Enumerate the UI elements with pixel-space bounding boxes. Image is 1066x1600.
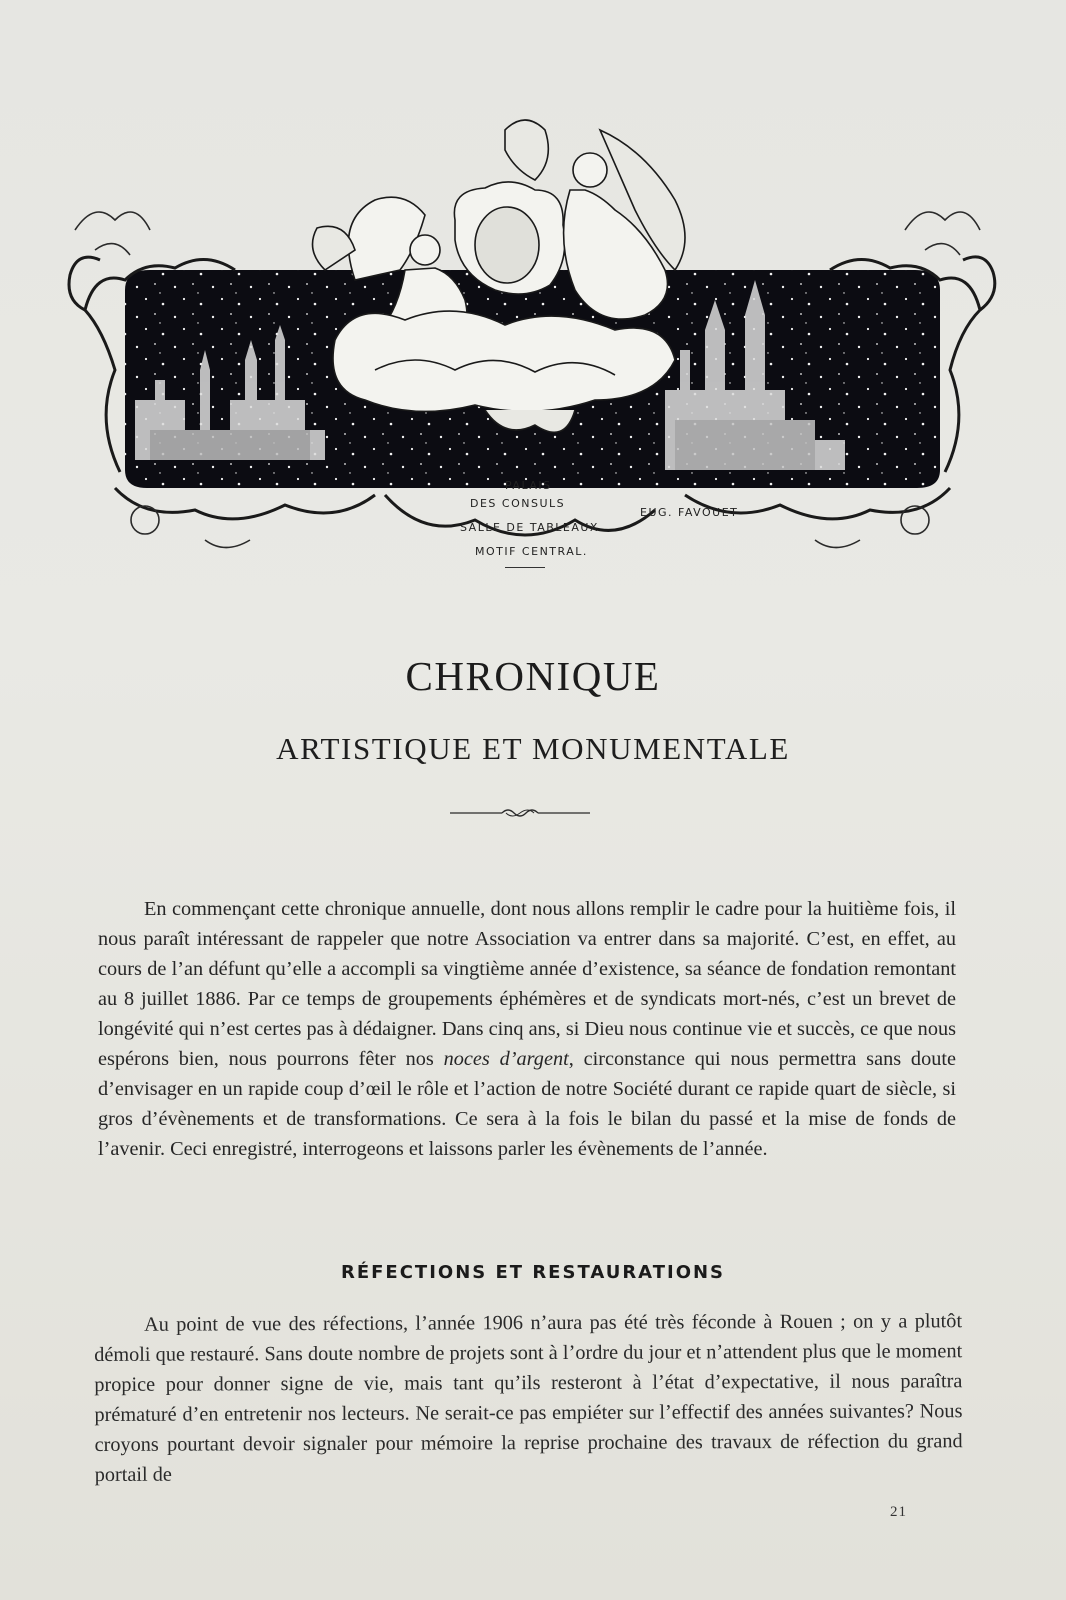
- intro-text-start: En commençant cette chronique annuelle, dont nous allons remplir le cadre pour la huitième fois, il nous paraît intéressant de rappeler que notre Association va entrer dans sa majorité. C’est, en effet, au cours de l’an défunt qu’elle a accompli sa vingtième année d’existence, sa séance de fondation remontant au 8 juillet 1886. Par ce temps de groupements éphémères et de syndicats mort-nés, c’est un brevet de longévité qui n’est certes pas à dédaigner. Dans cinq ans, si Dieu nous continue vie et succès, ce que nous espérons bien, nous pourrons fêter nos: [98, 898, 956, 1070]
- artist-signature: EUG. FAVOUET: [640, 506, 739, 519]
- intro-text-end: , circonstance qui nous permettra sans doute d’envisager en un rapide coup d’œil le rôle et l’action de notre Société durant ce rapide quart de siècle, si gros d’évènements et de transformations. Ce sera à la fois le bilan du passé et la mise de fonds de l’avenir. Ceci enregistré, interrogeons et laissons parler les évènements de l’année.: [98, 1048, 956, 1160]
- page-number: 21: [890, 1504, 907, 1520]
- illustration-caption-line-4: MOTIF CENTRAL.: [475, 545, 588, 558]
- caption-underline: [505, 567, 545, 568]
- page-title: CHRONIQUE: [405, 653, 661, 699]
- illustration-caption-line-1: PALAIS: [505, 479, 552, 492]
- illustration-caption-line-2: DES CONSULS: [470, 497, 566, 510]
- intro-paragraph: [98, 894, 956, 1164]
- central-cartouche-and-angels: [313, 120, 686, 432]
- section-paragraph-text: Au point de vue des réfections, l’année 1906 n’aura pas été très féconde à Rouen ; on y a plutôt démoli que restauré. Sans doute nombre de projets sont à l’ordre du jour et n’attendent plus que le moment propice pour donner signe de vie, mais tant qu’ils resteront à l’état d’expectative, il nous paraîtra prématuré d’en entretenir nos lecteurs. Ne serait-ce pas empiéter sur l’effectif des années suivantes? Nous croyons pourtant devoir signaler pour mémoire la reprise prochaine des travaux de réfection du grand portail de: [94, 1310, 963, 1486]
- section-paragraph: [94, 1306, 963, 1490]
- section-heading: RÉFECTIONS ET RESTAURATIONS: [340, 1262, 726, 1283]
- ornament-divider-icon: [450, 805, 590, 821]
- illustration-caption-line-3: SALLE DE TABLEAUX.: [460, 521, 604, 534]
- intro-italic-phrase: noces d’argent: [443, 1048, 569, 1070]
- page-subtitle: ARTISTIQUE ET MONUMENTALE: [276, 731, 790, 766]
